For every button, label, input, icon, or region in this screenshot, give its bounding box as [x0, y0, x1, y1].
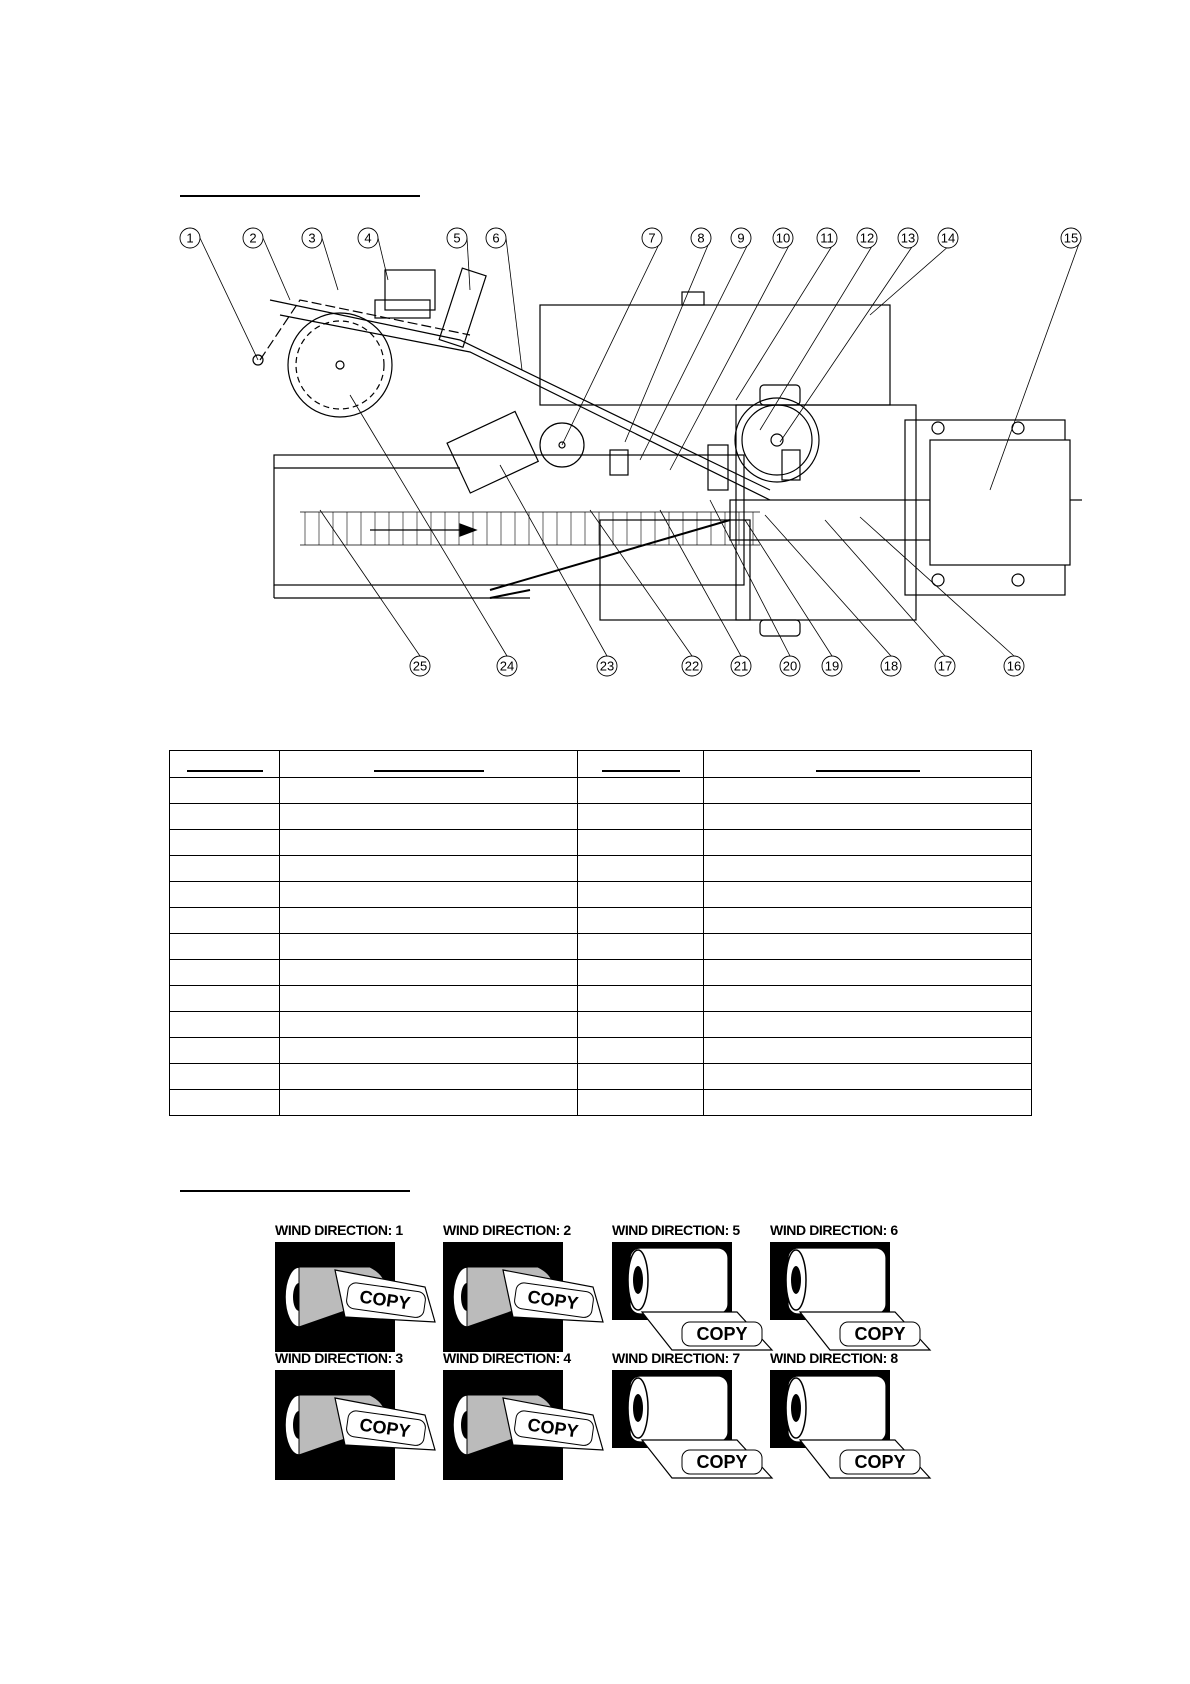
wind-direction-title: WIND DIRECTION: 2 [443, 1222, 571, 1238]
table-cell-no-a [170, 830, 280, 856]
callout-9 [640, 228, 751, 460]
wind-direction-tile [612, 1350, 777, 1478]
callout-number: 21 [733, 658, 749, 674]
table-cell-name-b [704, 882, 1032, 908]
callout-22 [590, 510, 702, 676]
table-cell-name-b [704, 934, 1032, 960]
table-cell-no-a [170, 1064, 280, 1090]
roll-illustration [443, 1242, 608, 1352]
table-cell-name-a [280, 1012, 578, 1038]
table-row [170, 1090, 1032, 1116]
callout-3 [302, 228, 338, 290]
table-cell-name-b [704, 986, 1032, 1012]
copy-label: COPY [854, 1452, 906, 1472]
table-cell-name-b [704, 908, 1032, 934]
copy-label: COPY [358, 1414, 412, 1442]
callout-10 [670, 228, 793, 470]
table-row [170, 934, 1032, 960]
table-cell-no-b [578, 778, 704, 804]
callout-13 [780, 228, 918, 442]
parts-table [169, 750, 1032, 1116]
wind-direction-title: WIND DIRECTION: 8 [770, 1350, 898, 1366]
callout-number: 17 [937, 658, 953, 674]
roll-illustration [770, 1370, 935, 1480]
table-cell-name-a [280, 934, 578, 960]
wind-direction-title: WIND DIRECTION: 6 [770, 1222, 898, 1238]
table-cell-name-b [704, 804, 1032, 830]
table-cell-name-b [704, 1038, 1032, 1064]
callout-number: 11 [820, 230, 834, 246]
table-cell-no-a [170, 778, 280, 804]
table-cell-no-b [578, 960, 704, 986]
header-name-b [704, 751, 1032, 778]
wind-direction-tile [275, 1350, 440, 1478]
table-cell-no-a [170, 882, 280, 908]
wind-direction-title: WIND DIRECTION: 5 [612, 1222, 740, 1238]
main-cabinet [736, 405, 916, 620]
header-no-b [578, 751, 704, 778]
callout-20 [710, 500, 800, 676]
table-cell-name-a [280, 908, 578, 934]
callout-18 [765, 515, 901, 676]
callout-number: 20 [782, 658, 798, 674]
table-cell-no-a [170, 986, 280, 1012]
callout-number: 3 [308, 230, 316, 246]
table-header-row [170, 751, 1032, 778]
callout-number: 15 [1063, 230, 1079, 246]
callout-1 [180, 228, 258, 360]
table-cell-name-a [280, 778, 578, 804]
header-no-a [170, 751, 280, 778]
table-row [170, 1038, 1032, 1064]
table-cell-name-b [704, 1090, 1032, 1116]
roll-illustration [770, 1242, 935, 1352]
roll-illustration [275, 1242, 440, 1352]
table-cell-no-b [578, 1090, 704, 1116]
copy-label: COPY [854, 1324, 906, 1344]
table-cell-name-b [704, 1064, 1032, 1090]
callout-number: 6 [492, 230, 500, 246]
table-cell-no-b [578, 856, 704, 882]
table-cell-no-b [578, 1038, 704, 1064]
rewind-roll [735, 398, 819, 482]
table-cell-no-b [578, 804, 704, 830]
callout-number: 9 [737, 230, 745, 246]
callout-number: 8 [697, 230, 705, 246]
callout-number: 5 [453, 230, 461, 246]
wind-direction-title: WIND DIRECTION: 1 [275, 1222, 403, 1238]
machine-side-view-diagram [170, 220, 1090, 680]
wind-direction-tile [443, 1222, 608, 1350]
table-cell-name-a [280, 1038, 578, 1064]
table-cell-name-a [280, 830, 578, 856]
copy-label: COPY [526, 1286, 580, 1314]
section-heading-underline-top [180, 195, 420, 197]
table-cell-no-a [170, 804, 280, 830]
callout-number: 2 [249, 230, 257, 246]
table-row [170, 1012, 1032, 1038]
table-cell-name-a [280, 986, 578, 1012]
callout-number: 13 [900, 230, 916, 246]
callout-6 [486, 228, 522, 370]
upper-housing [540, 305, 890, 405]
wind-direction-tile [770, 1222, 935, 1350]
callout-number: 16 [1006, 658, 1022, 674]
callout-number: 1 [186, 230, 194, 246]
wind-direction-title: WIND DIRECTION: 4 [443, 1350, 571, 1366]
table-cell-no-a [170, 1012, 280, 1038]
table-row [170, 908, 1032, 934]
table-row [170, 1064, 1032, 1090]
table-cell-no-b [578, 830, 704, 856]
callout-4 [358, 228, 388, 280]
table-row [170, 804, 1032, 830]
wind-direction-title: WIND DIRECTION: 3 [275, 1350, 403, 1366]
table-cell-no-b [578, 986, 704, 1012]
table-cell-no-b [578, 934, 704, 960]
callout-number: 4 [364, 230, 372, 246]
supply-roll [288, 313, 392, 417]
table-cell-name-a [280, 882, 578, 908]
callout-number: 23 [599, 658, 615, 674]
copy-label: COPY [526, 1414, 580, 1442]
table-cell-no-b [578, 908, 704, 934]
callout-number: 10 [775, 230, 791, 246]
table-cell-name-b [704, 1012, 1032, 1038]
table-cell-name-b [704, 856, 1032, 882]
callout-number: 24 [499, 658, 515, 674]
table-cell-name-a [280, 960, 578, 986]
table-cell-name-a [280, 804, 578, 830]
conveyor-belt [300, 512, 760, 545]
header-name-a [280, 751, 578, 778]
wind-direction-title: WIND DIRECTION: 7 [612, 1350, 740, 1366]
callout-number: 14 [940, 230, 956, 246]
roll-illustration [612, 1370, 777, 1480]
callout-number: 7 [648, 230, 656, 246]
wind-direction-tile [275, 1222, 440, 1350]
wind-direction-tile [770, 1350, 935, 1478]
table-cell-name-a [280, 1090, 578, 1116]
table-row [170, 778, 1032, 804]
roll-illustration [443, 1370, 608, 1480]
table-cell-no-a [170, 934, 280, 960]
callout-number: 18 [883, 658, 899, 674]
table-cell-no-a [170, 908, 280, 934]
callout-number: 12 [859, 230, 875, 246]
copy-label: COPY [358, 1286, 412, 1314]
wind-direction-tile [612, 1222, 777, 1350]
table-cell-no-b [578, 1064, 704, 1090]
table-cell-no-a [170, 1090, 280, 1116]
callout-8 [625, 228, 711, 442]
roll-illustration [612, 1242, 777, 1352]
table-row [170, 882, 1032, 908]
section-heading-underline-bottom [180, 1190, 410, 1192]
table-row [170, 856, 1032, 882]
table-row [170, 986, 1032, 1012]
callout-2 [243, 228, 290, 300]
callout-12 [760, 228, 877, 430]
table-cell-no-b [578, 1012, 704, 1038]
table-cell-name-b [704, 960, 1032, 986]
table-cell-name-a [280, 1064, 578, 1090]
table-cell-name-b [704, 830, 1032, 856]
callout-number: 22 [684, 658, 700, 674]
table-cell-name-b [704, 778, 1032, 804]
callout-number: 19 [824, 658, 840, 674]
callout-number: 25 [412, 658, 428, 674]
callout-19 [745, 520, 842, 676]
table-cell-no-a [170, 1038, 280, 1064]
callout-21 [660, 510, 751, 676]
table-cell-no-a [170, 856, 280, 882]
table-cell-name-a [280, 856, 578, 882]
table-cell-no-a [170, 960, 280, 986]
wind-direction-tile [443, 1350, 608, 1478]
copy-label: COPY [696, 1452, 748, 1472]
copy-label: COPY [696, 1324, 748, 1344]
table-row [170, 830, 1032, 856]
table-row [170, 960, 1032, 986]
table-cell-no-b [578, 882, 704, 908]
callout-7 [562, 228, 662, 445]
callout-11 [736, 228, 837, 400]
roll-illustration [275, 1370, 440, 1480]
